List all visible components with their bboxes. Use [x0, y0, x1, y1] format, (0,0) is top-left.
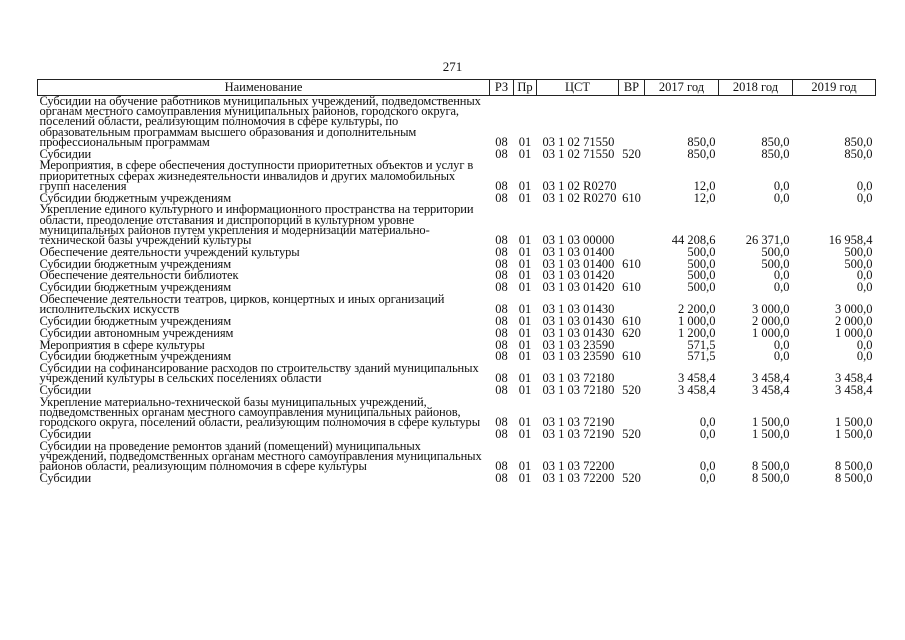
cell-2019: 500,0	[844, 244, 873, 259]
cell-pr: 01	[518, 314, 532, 328]
cell-cst: 03 1 03 01400	[542, 244, 615, 259]
cell-name: Обеспечение деятельности театров, цирков, концертных и иных организаций исполнительских искусств	[39, 292, 445, 317]
cell-cst: 03 1 03 72180	[542, 371, 615, 386]
cell-cst: 03 1 03 01420	[542, 280, 615, 295]
cell-cst: 03 1 02 71550	[542, 134, 615, 149]
cell-cst: 03 1 03 23590	[542, 337, 615, 352]
table-row	[38, 363, 876, 385]
cell-vr: 610	[622, 256, 641, 271]
cell-name: Субсидии автономным учреждениям	[39, 325, 234, 340]
cell-rz: 08	[495, 190, 508, 205]
cell-vr	[619, 204, 645, 246]
cell-cst: 03 1 03 23590	[542, 349, 615, 364]
cell-pr: 01	[518, 233, 532, 248]
cell-pr: 01	[518, 302, 532, 317]
cell-vr: 520	[622, 427, 641, 442]
cell-pr: 01	[518, 146, 532, 161]
cell-2018: 1 500,0	[752, 427, 790, 442]
cell-rz: 08	[495, 146, 508, 161]
table-row	[38, 294, 876, 316]
cell-rz: 08	[495, 415, 508, 430]
cell-vr	[619, 397, 645, 429]
cell-pr: 01	[518, 459, 532, 474]
cell-rz: 08	[495, 314, 508, 328]
header-vr: ВР	[619, 80, 645, 96]
cell-2017: 500,0	[687, 244, 716, 259]
cell-rz: 08	[495, 178, 508, 193]
cell-2018: 1 000,0	[752, 325, 790, 340]
cell-pr: 01	[518, 349, 532, 364]
cell-vr	[619, 294, 645, 316]
cell-name: Субсидии бюджетным учреждениям	[39, 314, 232, 328]
cell-rz: 08	[495, 325, 508, 340]
cell-name: Субсидии бюджетным учреждениям	[39, 349, 232, 364]
header-2019: 2019 год	[793, 80, 876, 96]
cell-pr: 01	[518, 471, 532, 486]
header-pr: Пр	[514, 80, 537, 96]
cell-pr: 01	[518, 190, 532, 205]
cell-rz: 08	[495, 371, 508, 386]
cell-vr: 520	[622, 383, 641, 398]
cell-2018: 3 458,4	[752, 383, 790, 398]
cell-vr: 610	[622, 314, 641, 328]
cell-cst: 03 1 03 00000	[542, 233, 615, 248]
cell-2017: 1 200,0	[678, 325, 716, 340]
cell-2018: 500,0	[761, 256, 790, 271]
cell-name: Субсидии	[39, 383, 92, 398]
table-row	[38, 204, 876, 246]
cell-cst: 03 1 03 72190	[542, 427, 615, 442]
cell-cst: 03 1 03 01400	[542, 256, 615, 271]
page-number: 271	[442, 59, 463, 74]
cell-2019: 850,0	[844, 146, 873, 161]
cell-rz: 08	[495, 383, 508, 398]
cell-2017: 571,5	[687, 337, 716, 352]
cell-name: Субсидии бюджетным учреждениям	[39, 190, 232, 205]
cell-2018: 8 500,0	[752, 459, 790, 474]
cell-vr: 520	[622, 146, 641, 161]
cell-rz: 08	[495, 349, 508, 364]
cell-name: Субсидии	[39, 471, 92, 486]
cell-cst: 03 1 03 72180	[542, 383, 615, 398]
cell-pr: 01	[518, 337, 532, 352]
cell-name: Субсидии бюджетным учреждениям	[39, 280, 232, 295]
cell-2018: 3 458,4	[752, 371, 790, 386]
cell-2019: 850,0	[844, 134, 873, 149]
cell-pr: 01	[518, 325, 532, 340]
cell-2017: 0,0	[699, 427, 716, 442]
cell-cst: 03 1 03 01420	[542, 268, 615, 283]
cell-cst: 03 1 03 72200	[542, 459, 615, 474]
cell-2019: 0,0	[856, 280, 873, 295]
cell-2019: 8 500,0	[835, 471, 873, 486]
cell-2017: 1 000,0	[678, 314, 716, 328]
cell-2018: 0,0	[773, 178, 790, 193]
cell-2017: 3 458,4	[678, 383, 716, 398]
cell-rz: 08	[495, 256, 508, 271]
cell-pr: 01	[518, 134, 532, 149]
cell-rz: 08	[495, 268, 508, 283]
cell-name: Обеспечение деятельности учреждений культуры	[39, 244, 300, 259]
cell-2017: 0,0	[699, 471, 716, 486]
cell-2018: 1 500,0	[752, 415, 790, 430]
cell-2018: 0,0	[773, 349, 790, 364]
header-rz: РЗ	[490, 80, 514, 96]
cell-pr: 01	[518, 415, 532, 430]
table-row	[38, 473, 876, 485]
cell-vr: 610	[622, 190, 641, 205]
cell-2017: 500,0	[687, 268, 716, 283]
table-row	[38, 441, 876, 473]
cell-2018: 0,0	[773, 268, 790, 283]
cell-2017: 3 458,4	[678, 371, 716, 386]
cell-name: Субсидии на софинансирование расходов по строительству зданий муниципальных учреждений культуры в сельских поселениях области	[39, 361, 479, 386]
cell-vr: 610	[622, 349, 641, 364]
table-row	[38, 160, 876, 192]
cell-2019: 8 500,0	[835, 459, 873, 474]
cell-name: Субсидии бюджетным учреждениям	[39, 256, 232, 271]
cell-rz: 08	[495, 459, 508, 474]
cell-2017: 12,0	[693, 190, 716, 205]
cell-2019: 2 000,0	[835, 314, 873, 328]
cell-vr: 520	[622, 471, 641, 486]
cell-vr: 620	[622, 325, 641, 340]
cell-2017: 500,0	[687, 280, 716, 295]
cell-2019: 0,0	[856, 349, 873, 364]
cell-pr: 01	[518, 427, 532, 442]
cell-2018: 850,0	[761, 134, 790, 149]
cell-2019: 0,0	[856, 190, 873, 205]
cell-pr: 01	[518, 383, 532, 398]
cell-2018: 0,0	[773, 337, 790, 352]
cell-2018: 0,0	[773, 190, 790, 205]
cell-2017: 0,0	[699, 459, 716, 474]
cell-vr	[619, 441, 645, 473]
cell-cst: 03 1 02 R0270	[542, 178, 617, 193]
cell-vr	[619, 160, 645, 192]
cell-2018: 850,0	[761, 146, 790, 161]
cell-2019: 500,0	[844, 256, 873, 271]
cell-rz: 08	[495, 471, 508, 486]
cell-vr: 610	[622, 280, 641, 295]
cell-name: Субсидии на проведение ремонтов зданий (помещений) муниципальных учреждений, подведомственных органам местного самоуправления муниципальных районов области, реализующим полномочия в сфере культуры	[39, 438, 482, 474]
cell-pr: 01	[518, 268, 532, 283]
cell-rz: 08	[495, 302, 508, 317]
cell-rz: 08	[495, 280, 508, 295]
cell-pr: 01	[518, 256, 532, 271]
header-2018: 2018 год	[719, 80, 793, 96]
cell-vr	[619, 96, 645, 149]
cell-rz: 08	[495, 427, 508, 442]
cell-cst: 03 1 03 72200	[542, 471, 615, 486]
cell-2017: 12,0	[693, 178, 716, 193]
cell-rz: 08	[495, 134, 508, 149]
cell-name: Субсидии	[39, 146, 92, 161]
cell-name: Субсидии	[39, 427, 92, 442]
cell-2019: 1 500,0	[835, 427, 873, 442]
cell-2019: 3 458,4	[835, 371, 873, 386]
cell-2017: 0,0	[699, 415, 716, 430]
cell-2017: 850,0	[687, 146, 716, 161]
cell-cst: 03 1 02 71550	[542, 146, 615, 161]
cell-name: Мероприятия в сфере культуры	[39, 337, 205, 352]
cell-rz: 08	[495, 244, 508, 259]
cell-cst: 03 1 03 01430	[542, 325, 615, 340]
cell-2018: 26 371,0	[745, 233, 790, 248]
cell-cst: 03 1 03 72190	[542, 415, 615, 430]
cell-name: Обеспечение деятельности библиотек	[39, 268, 239, 283]
cell-vr	[619, 363, 645, 385]
table-row	[38, 96, 876, 149]
cell-2019: 1 500,0	[835, 415, 873, 430]
header-cst: ЦСТ	[537, 80, 619, 96]
cell-2019: 0,0	[856, 337, 873, 352]
cell-name: Укрепление единого культурного и информационного пространства на территории области, преодоление отставания и диспропорций в культурном уровне муниципальных районов путем укрепления и модернизации материально-технической базы учреждений культуры	[39, 202, 474, 248]
cell-pr: 01	[518, 280, 532, 295]
cell-2018: 3 000,0	[752, 302, 790, 317]
cell-2019: 0,0	[856, 178, 873, 193]
cell-cst: 03 1 02 R0270	[542, 190, 617, 205]
cell-2019: 0,0	[856, 268, 873, 283]
cell-2019: 1 000,0	[835, 325, 873, 340]
header-name: Наименование	[38, 80, 490, 96]
cell-2018: 8 500,0	[752, 471, 790, 486]
cell-2017: 500,0	[687, 256, 716, 271]
cell-rz: 08	[495, 337, 508, 352]
cell-name: Субсидии на обучение работников муниципальных учреждений, подведомственных органам местного самоуправления муниципальных районов, городского округа, поселений области, реализующим полномочия в сфере культуры, по образовательным программам высшего образования и дополнительным профессиональным программам	[39, 94, 481, 149]
cell-pr: 01	[518, 178, 532, 193]
cell-2017: 571,5	[687, 349, 716, 364]
cell-2019: 3 458,4	[835, 383, 873, 398]
cell-cst: 03 1 03 01430	[542, 302, 615, 317]
cell-2017: 2 200,0	[678, 302, 716, 317]
cell-2017: 850,0	[687, 134, 716, 149]
table-body	[38, 96, 876, 485]
cell-name: Укрепление материально-технической базы муниципальных учреждений, подведомственных органам местного самоуправления муниципальных районов, городского округа, поселений области, реализующим полномочия в сфере культуры	[39, 394, 480, 430]
cell-2019: 3 000,0	[835, 302, 873, 317]
cell-2018: 2 000,0	[752, 314, 790, 328]
cell-cst: 03 1 03 01430	[542, 314, 615, 328]
header-2017: 2017 год	[645, 80, 719, 96]
cell-name: Мероприятия, в сфере обеспечения доступности приоритетных объектов и услуг в приоритетных сферах жизнедеятельности инвалидов и других маломобильных групп населения	[39, 158, 474, 193]
cell-2018: 500,0	[761, 244, 790, 259]
cell-2018: 0,0	[773, 280, 790, 295]
cell-2019: 16 958,4	[828, 233, 873, 248]
table-row	[38, 397, 876, 429]
budget-table	[37, 79, 876, 485]
cell-2017: 44 208,6	[671, 233, 716, 248]
cell-pr: 01	[518, 244, 532, 259]
cell-pr: 01	[518, 371, 532, 386]
cell-rz: 08	[495, 233, 508, 248]
